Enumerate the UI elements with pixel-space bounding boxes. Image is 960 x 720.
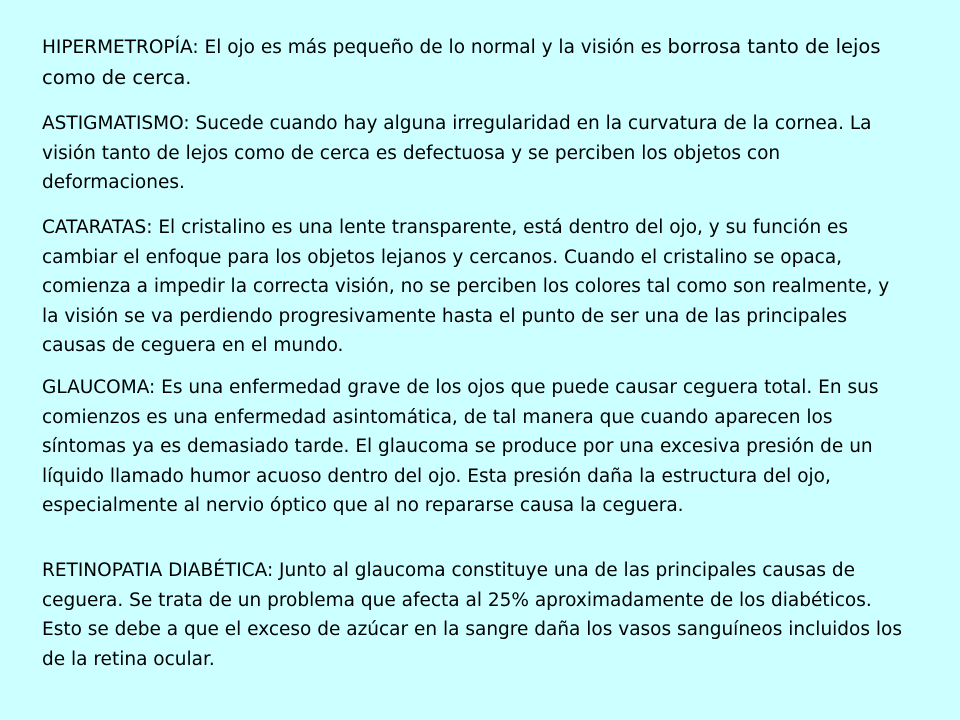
heading-glaucoma: GLAUCOMA <box>42 377 150 398</box>
text-hipermetropia-b: borrosa tanto de lejos como de cerca <box>42 35 881 89</box>
heading-astigmatismo: ASTIGMATISMO <box>42 113 184 134</box>
paragraph-astigmatismo <box>42 109 910 198</box>
text-retinopatia: : Junto al glaucoma constituye una de las principales causas de ceguera. Se trata de un problema que afecta al 25% aproximadamente de los diabéticos. Esto se debe a que el exceso de azúcar en la sangre daña los vasos sanguíneos incluidos los de la retina ocular. <box>42 560 902 670</box>
text-astigmatismo: : Sucede cuando hay alguna irregularidad en la curvatura de la cornea. La visión tanto de lejos como de cerca es defectuosa y se perciben los objetos con deformaciones. <box>42 113 872 193</box>
paragraph-hipermetropia <box>42 32 910 93</box>
heading-hipermetropia: HIPERMETROPÍA <box>42 37 193 58</box>
text-hipermetropia-a: : El ojo es más pequeño de lo normal y la visión es <box>192 37 668 58</box>
text-cataratas: : El cristalino es una lente transparente, está dentro del ojo, y su función es cambiar el enfoque para los objetos lejanos y cercanos. Cuando el cristalino se opaca, comienza a impedir la correcta visión, no se perciben los colores tal como son realmente, y la visión se va perdiendo progresivamente hasta el punto de ser una de las principales causas de ceguera en el mundo. <box>42 217 890 356</box>
heading-retinopatia: RETINOPATIA DIABÉTICA <box>42 560 267 581</box>
paragraph-retinopatia <box>42 556 910 674</box>
text-hipermetropia-c: . <box>185 67 192 89</box>
paragraph-glaucoma <box>42 373 910 521</box>
paragraph-cataratas <box>42 213 910 361</box>
text-glaucoma: : Es una enfermedad grave de los ojos que puede causar ceguera total. En sus comienzos es una enfermedad asintomática, de tal manera que cuando aparecen los síntomas ya es demasiado tarde. El glaucoma se produce por una excesiva presión de un líquido llamado humor acuoso dentro del ojo. Esta presión daña la estructura del ojo, especialmente al nervio óptico que al no repararse causa la ceguera. <box>42 377 879 516</box>
heading-cataratas: CATARATAS <box>42 217 147 238</box>
